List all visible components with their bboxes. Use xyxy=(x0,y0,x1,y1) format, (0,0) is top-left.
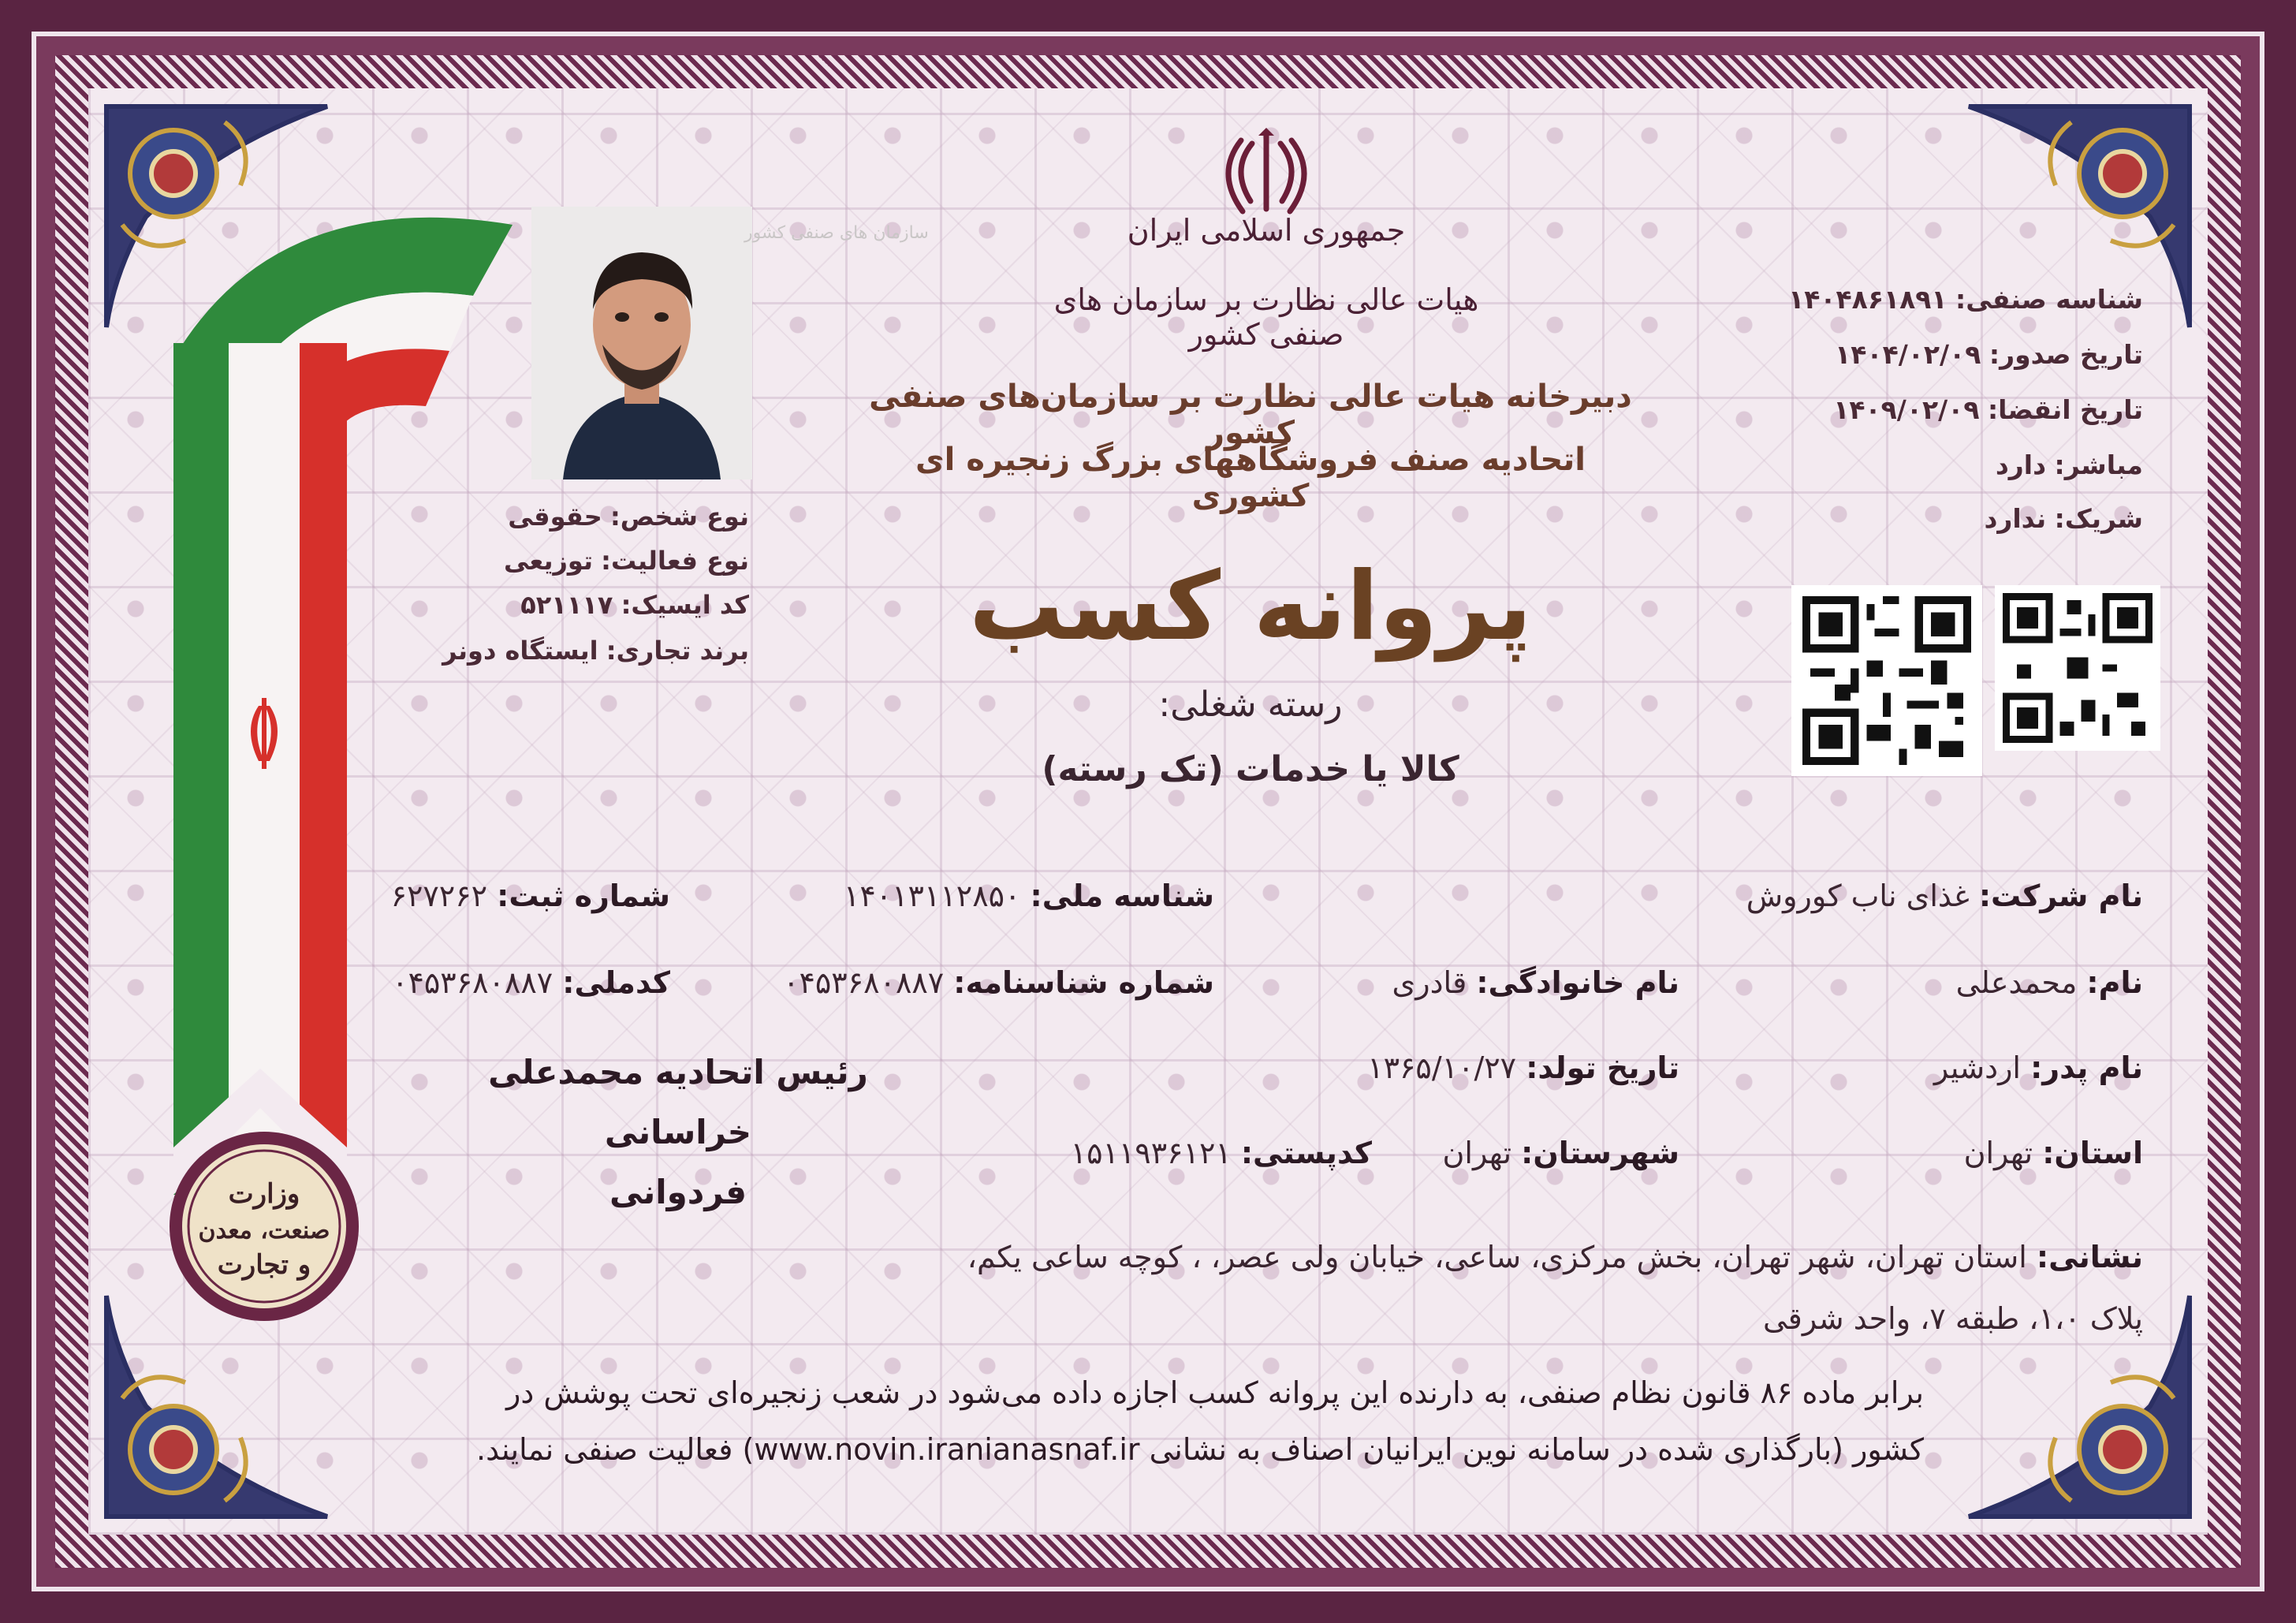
qr-code-large-icon xyxy=(1802,596,1971,765)
person-type-value: حقوقی xyxy=(508,502,602,532)
activity-type-value: توزیعی xyxy=(504,546,593,576)
photo-watermark: سازمان های صنفی کشور xyxy=(744,223,929,243)
holder-photo-image xyxy=(531,207,929,479)
national-code-row xyxy=(392,965,670,1000)
first-name-row xyxy=(1956,965,2143,1000)
guild-id-label: شناسه صنفی: xyxy=(1955,284,2143,315)
guild-id-row xyxy=(1670,284,2143,315)
iran-emblem-icon xyxy=(1219,126,1314,221)
national-id-label: شناسه ملی: xyxy=(1030,879,1214,913)
country-name: جمهوری اسلامی ایران xyxy=(1127,213,1406,248)
city-row xyxy=(1443,1136,1680,1170)
signatory-line1: رئیس اتحادیه محمدعلی خراسانی xyxy=(488,1053,868,1151)
company-value: غذای ناب کوروش xyxy=(1746,879,1970,913)
seal-line2: صنعت، معدن xyxy=(198,1217,330,1244)
signatory-line2: فردوانی xyxy=(609,1173,747,1211)
address-line2: پلاک ۱،۰، طبقه ۷، واحد شرقی xyxy=(1762,1301,2143,1336)
id-no-label: شماره شناسنامه: xyxy=(953,965,1214,1000)
expiry-date-label: تاریخ انقضا: xyxy=(1987,394,2143,425)
province-label: استان: xyxy=(2042,1136,2143,1170)
issue-date-label: تاریخ صدور: xyxy=(1988,339,2143,370)
last-name-label: نام خانوادگی: xyxy=(1476,965,1679,1000)
brand-row xyxy=(418,636,749,666)
isic-label: کد ایسیک: xyxy=(621,590,749,620)
qr-code-small xyxy=(1995,585,2160,751)
national-id-value: ۱۴۰۱۳۱۱۲۸۵۰ xyxy=(843,879,1021,913)
partner-row xyxy=(1670,503,2143,534)
first-name-value: محمدعلی xyxy=(1955,965,2078,1000)
activity-type-label: نوع فعالیت: xyxy=(601,546,749,576)
postal-code-label: کدپستی: xyxy=(1240,1136,1372,1170)
reg-no-label: شماره ثبت: xyxy=(497,879,670,913)
company-label: نام شرکت: xyxy=(1978,879,2143,913)
legal-footer-line2: کشور (بارگذاری شده در سامانه نوین ایرانیان اصناف به نشانی www.novin.iranianasnaf.ir) فعالیت صنفی نمایند. xyxy=(476,1432,1924,1467)
reg-no-value: ۶۲۷۲۶۲ xyxy=(390,879,488,913)
province-value: تهران xyxy=(1963,1136,2033,1170)
direct-label: مباشر: xyxy=(2054,450,2143,480)
city-label: شهرستان: xyxy=(1521,1136,1679,1170)
partner-value: ندارد xyxy=(1984,503,2047,534)
last-name-row xyxy=(1392,965,1680,1000)
holder-photo xyxy=(531,207,929,479)
issue-date-row xyxy=(1670,339,2143,370)
document-title: پروانه کسب xyxy=(969,552,1532,662)
city-value: تهران xyxy=(1442,1136,1512,1170)
postal-code-row xyxy=(1071,1136,1372,1170)
guild-id-value: ۱۴۰۴۸۶۱۸۹۱ xyxy=(1788,284,1948,315)
father-name-label: نام پدر: xyxy=(2030,1050,2143,1085)
seal-line3: و تجارت xyxy=(217,1249,311,1281)
id-no-row xyxy=(783,965,1214,1000)
last-name-value: قادری xyxy=(1392,965,1467,1000)
address-line1: استان تهران، شهر تهران، بخش مرکزی، ساعی، خیابان ولی عصر، ، کوچه ساعی یکم، xyxy=(967,1240,2027,1274)
activity-type-row xyxy=(418,546,749,576)
ministry-seal xyxy=(166,1128,363,1325)
national-code-label: کدملی: xyxy=(562,965,670,1000)
id-no-value: ۰۴۵۳۶۸۰۸۸۷ xyxy=(783,965,945,1000)
isic-value: ۵۲۱۱۱۷ xyxy=(520,590,613,620)
qr-code-large xyxy=(1791,585,1982,776)
reg-no-row xyxy=(391,879,670,913)
legal-footer-line1: برابر ماده ۸۶ قانون نظام صنفی، به دارنده این پروانه کسب اجازه داده می‌شود در شعب زنجیره‌ای تحت پوشش در xyxy=(506,1375,1924,1410)
secretariat-heading: دبیرخانه هیات عالی نظارت بر سازمان‌های صنفی کشور xyxy=(869,379,1632,451)
address-label: نشانی: xyxy=(2036,1240,2143,1274)
isic-row xyxy=(418,590,749,620)
direct-value: دارد xyxy=(1995,450,2047,480)
signatory xyxy=(426,1043,930,1222)
province-row xyxy=(1964,1136,2143,1170)
expiry-date-value: ۱۴۰۹/۰۲/۰۹ xyxy=(1833,394,1980,425)
category-value: کالا یا خدمات (تک رسته) xyxy=(1042,749,1459,789)
address-line2-row xyxy=(1763,1301,2143,1336)
first-name-label: نام: xyxy=(2086,965,2143,1000)
birth-date-value: ۱۳۶۵/۱۰/۲۷ xyxy=(1367,1050,1517,1085)
person-type-row xyxy=(418,502,749,532)
postal-code-value: ۱۵۱۱۹۳۶۱۲۱ xyxy=(1070,1136,1232,1170)
brand-label: برند تجاری: xyxy=(606,636,749,666)
council-name: هیات عالی نظارت بر سازمان های صنفی کشور xyxy=(1053,282,1479,352)
birth-date-label: تاریخ تولد: xyxy=(1526,1050,1679,1085)
birth-date-row xyxy=(1367,1050,1679,1085)
direct-row xyxy=(1670,450,2143,480)
seal-line1: وزارت xyxy=(228,1178,300,1210)
union-heading: اتحادیه صنف فروشگاههای بزرگ زنجیره ای کشوری xyxy=(915,442,1586,514)
category-label: رسته شغلی: xyxy=(1158,685,1343,725)
address-row xyxy=(967,1240,2143,1274)
company-row xyxy=(1746,879,2143,913)
person-type-label: نوع شخص: xyxy=(609,502,749,532)
qr-code-small-icon xyxy=(2003,593,2152,743)
national-id-row xyxy=(844,879,1214,913)
legal-footer xyxy=(410,1364,1924,1478)
father-name-row xyxy=(1934,1050,2143,1085)
issue-date-value: ۱۴۰۴/۰۲/۰۹ xyxy=(1835,339,1981,370)
father-name-value: اردشیر xyxy=(1933,1050,2021,1085)
national-code-value: ۰۴۵۳۶۸۰۸۸۷ xyxy=(392,965,554,1000)
brand-value: ایستگاه دونر xyxy=(442,636,598,666)
expiry-date-row xyxy=(1670,394,2143,425)
partner-label: شریک: xyxy=(2054,503,2143,534)
